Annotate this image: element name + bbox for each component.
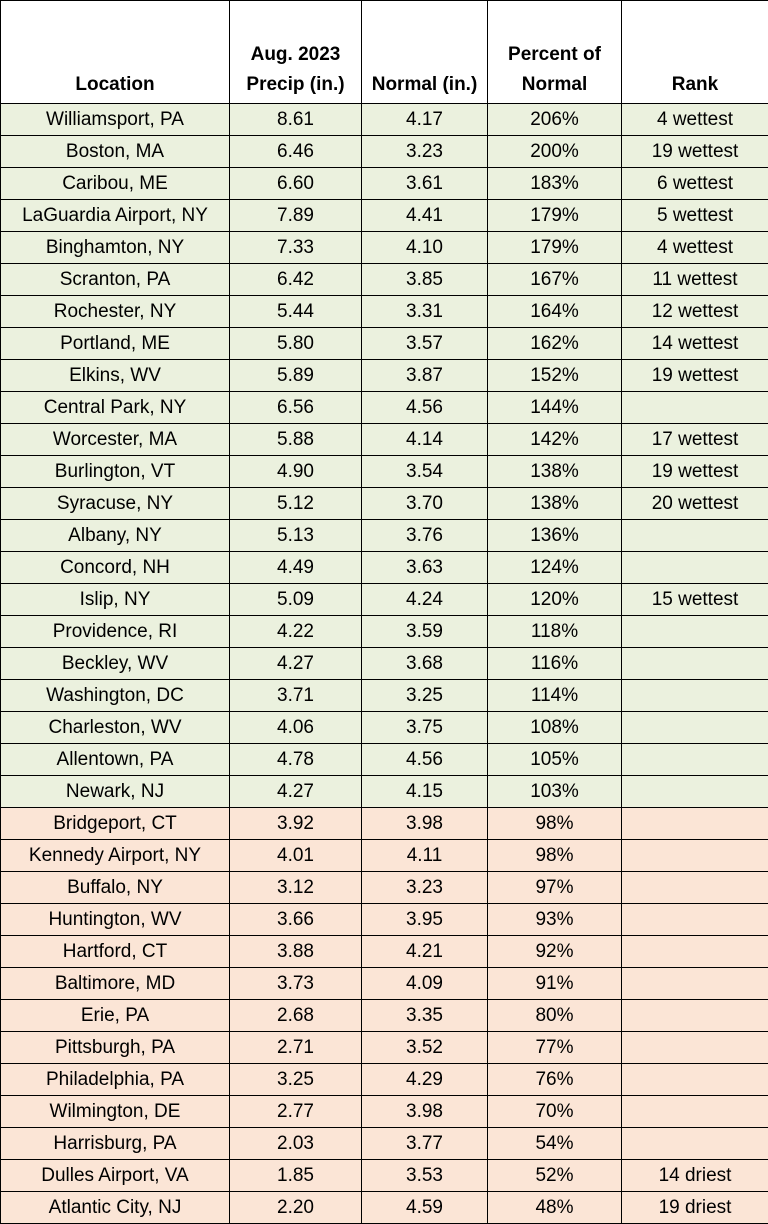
table-row	[1, 616, 768, 648]
table-row	[1, 296, 768, 328]
cell-location: Albany, NY	[1, 520, 230, 552]
cell-percent: 76%	[488, 1064, 622, 1096]
cell-precip: 2.77	[230, 1096, 362, 1128]
table-row	[1, 968, 768, 1000]
cell-rank	[622, 1032, 768, 1064]
table-row	[1, 168, 768, 200]
cell-normal: 3.53	[362, 1160, 488, 1192]
cell-precip: 2.71	[230, 1032, 362, 1064]
cell-normal: 4.14	[362, 424, 488, 456]
header-percent: Percent of Normal	[488, 1, 622, 104]
cell-normal: 3.25	[362, 680, 488, 712]
cell-percent: 120%	[488, 584, 622, 616]
cell-location: Burlington, VT	[1, 456, 230, 488]
cell-normal: 3.59	[362, 616, 488, 648]
cell-normal: 3.23	[362, 136, 488, 168]
cell-percent: 91%	[488, 968, 622, 1000]
table-row	[1, 1000, 768, 1032]
cell-precip: 2.68	[230, 1000, 362, 1032]
cell-rank: 12 wettest	[622, 296, 768, 328]
cell-normal: 4.24	[362, 584, 488, 616]
cell-location: Atlantic City, NJ	[1, 1192, 230, 1224]
cell-precip: 3.25	[230, 1064, 362, 1096]
cell-precip: 4.78	[230, 744, 362, 776]
cell-precip: 3.66	[230, 904, 362, 936]
cell-location: Caribou, ME	[1, 168, 230, 200]
cell-percent: 77%	[488, 1032, 622, 1064]
cell-normal: 3.54	[362, 456, 488, 488]
cell-percent: 142%	[488, 424, 622, 456]
cell-precip: 3.88	[230, 936, 362, 968]
cell-rank: 5 wettest	[622, 200, 768, 232]
cell-precip: 2.03	[230, 1128, 362, 1160]
cell-percent: 124%	[488, 552, 622, 584]
cell-rank	[622, 648, 768, 680]
cell-rank: 6 wettest	[622, 168, 768, 200]
cell-location: Allentown, PA	[1, 744, 230, 776]
cell-rank	[622, 680, 768, 712]
cell-normal: 3.87	[362, 360, 488, 392]
cell-normal: 3.98	[362, 1096, 488, 1128]
table-header	[1, 1, 768, 104]
cell-precip: 8.61	[230, 104, 362, 136]
cell-location: Elkins, WV	[1, 360, 230, 392]
cell-percent: 92%	[488, 936, 622, 968]
cell-normal: 3.35	[362, 1000, 488, 1032]
cell-percent: 179%	[488, 232, 622, 264]
cell-normal: 3.75	[362, 712, 488, 744]
cell-rank	[622, 712, 768, 744]
cell-percent: 98%	[488, 808, 622, 840]
table-row	[1, 840, 768, 872]
cell-rank	[622, 776, 768, 808]
cell-location: Boston, MA	[1, 136, 230, 168]
cell-location: Rochester, NY	[1, 296, 230, 328]
cell-location: Bridgeport, CT	[1, 808, 230, 840]
cell-percent: 105%	[488, 744, 622, 776]
cell-normal: 3.61	[362, 168, 488, 200]
cell-precip: 6.60	[230, 168, 362, 200]
header-normal: Normal (in.)	[362, 1, 488, 104]
cell-normal: 4.09	[362, 968, 488, 1000]
cell-percent: 138%	[488, 488, 622, 520]
cell-precip: 5.80	[230, 328, 362, 360]
cell-percent: 80%	[488, 1000, 622, 1032]
cell-normal: 3.57	[362, 328, 488, 360]
cell-location: Pittsburgh, PA	[1, 1032, 230, 1064]
table-row	[1, 872, 768, 904]
cell-normal: 4.21	[362, 936, 488, 968]
cell-location: Charleston, WV	[1, 712, 230, 744]
cell-normal: 4.17	[362, 104, 488, 136]
table-row	[1, 424, 768, 456]
table-row	[1, 1064, 768, 1096]
cell-normal: 3.52	[362, 1032, 488, 1064]
cell-location: Hartford, CT	[1, 936, 230, 968]
cell-precip: 4.01	[230, 840, 362, 872]
cell-precip: 7.33	[230, 232, 362, 264]
header-location: Location	[1, 1, 230, 104]
table-row	[1, 744, 768, 776]
cell-rank: 14 driest	[622, 1160, 768, 1192]
cell-precip: 5.89	[230, 360, 362, 392]
cell-percent: 114%	[488, 680, 622, 712]
cell-precip: 5.88	[230, 424, 362, 456]
cell-precip: 5.09	[230, 584, 362, 616]
cell-normal: 3.98	[362, 808, 488, 840]
cell-normal: 4.59	[362, 1192, 488, 1224]
cell-precip: 3.12	[230, 872, 362, 904]
cell-precip: 1.85	[230, 1160, 362, 1192]
cell-location: Wilmington, DE	[1, 1096, 230, 1128]
cell-normal: 4.41	[362, 200, 488, 232]
cell-location: Worcester, MA	[1, 424, 230, 456]
table-row	[1, 1192, 768, 1224]
table-row	[1, 360, 768, 392]
table-row	[1, 328, 768, 360]
cell-precip: 7.89	[230, 200, 362, 232]
cell-normal: 3.23	[362, 872, 488, 904]
table-row	[1, 808, 768, 840]
cell-precip: 4.22	[230, 616, 362, 648]
cell-location: Binghamton, NY	[1, 232, 230, 264]
cell-location: LaGuardia Airport, NY	[1, 200, 230, 232]
cell-rank	[622, 808, 768, 840]
cell-location: Harrisburg, PA	[1, 1128, 230, 1160]
cell-normal: 3.63	[362, 552, 488, 584]
cell-rank: 11 wettest	[622, 264, 768, 296]
cell-precip: 3.73	[230, 968, 362, 1000]
cell-normal: 4.56	[362, 744, 488, 776]
header-precip: Aug. 2023 Precip (in.)	[230, 1, 362, 104]
cell-percent: 97%	[488, 872, 622, 904]
cell-precip: 6.56	[230, 392, 362, 424]
cell-rank	[622, 520, 768, 552]
table-row	[1, 392, 768, 424]
cell-location: Providence, RI	[1, 616, 230, 648]
cell-percent: 138%	[488, 456, 622, 488]
cell-rank	[622, 936, 768, 968]
table-row	[1, 712, 768, 744]
cell-percent: 206%	[488, 104, 622, 136]
cell-rank	[622, 872, 768, 904]
cell-precip: 4.49	[230, 552, 362, 584]
cell-normal: 3.95	[362, 904, 488, 936]
table-row	[1, 1032, 768, 1064]
cell-rank: 14 wettest	[622, 328, 768, 360]
cell-rank: 4 wettest	[622, 232, 768, 264]
header-row	[1, 1, 768, 104]
cell-rank	[622, 968, 768, 1000]
cell-percent: 52%	[488, 1160, 622, 1192]
cell-rank	[622, 1064, 768, 1096]
cell-rank: 19 wettest	[622, 136, 768, 168]
cell-percent: 118%	[488, 616, 622, 648]
cell-rank: 19 wettest	[622, 360, 768, 392]
cell-normal: 4.10	[362, 232, 488, 264]
table-row	[1, 104, 768, 136]
cell-location: Concord, NH	[1, 552, 230, 584]
cell-percent: 144%	[488, 392, 622, 424]
cell-rank	[622, 1000, 768, 1032]
cell-precip: 4.27	[230, 776, 362, 808]
table-row	[1, 904, 768, 936]
cell-percent: 136%	[488, 520, 622, 552]
cell-rank	[622, 552, 768, 584]
cell-percent: 108%	[488, 712, 622, 744]
cell-normal: 4.15	[362, 776, 488, 808]
cell-precip: 5.12	[230, 488, 362, 520]
cell-percent: 103%	[488, 776, 622, 808]
cell-precip: 6.42	[230, 264, 362, 296]
cell-normal: 3.77	[362, 1128, 488, 1160]
cell-location: Islip, NY	[1, 584, 230, 616]
cell-normal: 3.31	[362, 296, 488, 328]
table-row	[1, 552, 768, 584]
cell-percent: 98%	[488, 840, 622, 872]
cell-normal: 3.76	[362, 520, 488, 552]
cell-location: Erie, PA	[1, 1000, 230, 1032]
table-row	[1, 520, 768, 552]
cell-percent: 200%	[488, 136, 622, 168]
table-body	[1, 104, 768, 1224]
cell-location: Central Park, NY	[1, 392, 230, 424]
cell-normal: 4.29	[362, 1064, 488, 1096]
cell-location: Williamsport, PA	[1, 104, 230, 136]
cell-precip: 4.27	[230, 648, 362, 680]
cell-location: Kennedy Airport, NY	[1, 840, 230, 872]
cell-percent: 48%	[488, 1192, 622, 1224]
cell-location: Washington, DC	[1, 680, 230, 712]
cell-percent: 116%	[488, 648, 622, 680]
table-row	[1, 456, 768, 488]
cell-percent: 70%	[488, 1096, 622, 1128]
table-row	[1, 1160, 768, 1192]
cell-precip: 6.46	[230, 136, 362, 168]
cell-rank	[622, 1128, 768, 1160]
table-row	[1, 264, 768, 296]
cell-precip: 3.92	[230, 808, 362, 840]
cell-rank: 20 wettest	[622, 488, 768, 520]
table-row	[1, 1128, 768, 1160]
cell-rank: 17 wettest	[622, 424, 768, 456]
cell-rank: 19 driest	[622, 1192, 768, 1224]
table-row	[1, 488, 768, 520]
header-rank: Rank	[622, 1, 768, 104]
cell-rank: 19 wettest	[622, 456, 768, 488]
table-row	[1, 936, 768, 968]
cell-rank	[622, 616, 768, 648]
cell-location: Dulles Airport, VA	[1, 1160, 230, 1192]
table-row	[1, 1096, 768, 1128]
cell-location: Philadelphia, PA	[1, 1064, 230, 1096]
cell-rank	[622, 392, 768, 424]
cell-percent: 179%	[488, 200, 622, 232]
cell-percent: 152%	[488, 360, 622, 392]
cell-rank: 15 wettest	[622, 584, 768, 616]
cell-location: Beckley, WV	[1, 648, 230, 680]
cell-percent: 183%	[488, 168, 622, 200]
cell-precip: 4.90	[230, 456, 362, 488]
cell-location: Baltimore, MD	[1, 968, 230, 1000]
cell-precip: 5.44	[230, 296, 362, 328]
table-row	[1, 680, 768, 712]
cell-location: Huntington, WV	[1, 904, 230, 936]
table-row	[1, 584, 768, 616]
cell-rank	[622, 744, 768, 776]
cell-percent: 162%	[488, 328, 622, 360]
cell-percent: 164%	[488, 296, 622, 328]
cell-precip: 5.13	[230, 520, 362, 552]
cell-precip: 4.06	[230, 712, 362, 744]
cell-normal: 3.85	[362, 264, 488, 296]
cell-rank: 4 wettest	[622, 104, 768, 136]
cell-percent: 93%	[488, 904, 622, 936]
table-row	[1, 648, 768, 680]
cell-percent: 167%	[488, 264, 622, 296]
cell-location: Buffalo, NY	[1, 872, 230, 904]
cell-rank	[622, 840, 768, 872]
table-row	[1, 776, 768, 808]
cell-normal: 4.56	[362, 392, 488, 424]
cell-location: Scranton, PA	[1, 264, 230, 296]
table-row	[1, 232, 768, 264]
cell-rank	[622, 1096, 768, 1128]
cell-normal: 3.68	[362, 648, 488, 680]
cell-normal: 4.11	[362, 840, 488, 872]
cell-normal: 3.70	[362, 488, 488, 520]
cell-location: Syracuse, NY	[1, 488, 230, 520]
cell-rank	[622, 904, 768, 936]
cell-location: Newark, NJ	[1, 776, 230, 808]
cell-location: Portland, ME	[1, 328, 230, 360]
table-row	[1, 200, 768, 232]
cell-precip: 3.71	[230, 680, 362, 712]
table-row	[1, 136, 768, 168]
cell-precip: 2.20	[230, 1192, 362, 1224]
cell-percent: 54%	[488, 1128, 622, 1160]
